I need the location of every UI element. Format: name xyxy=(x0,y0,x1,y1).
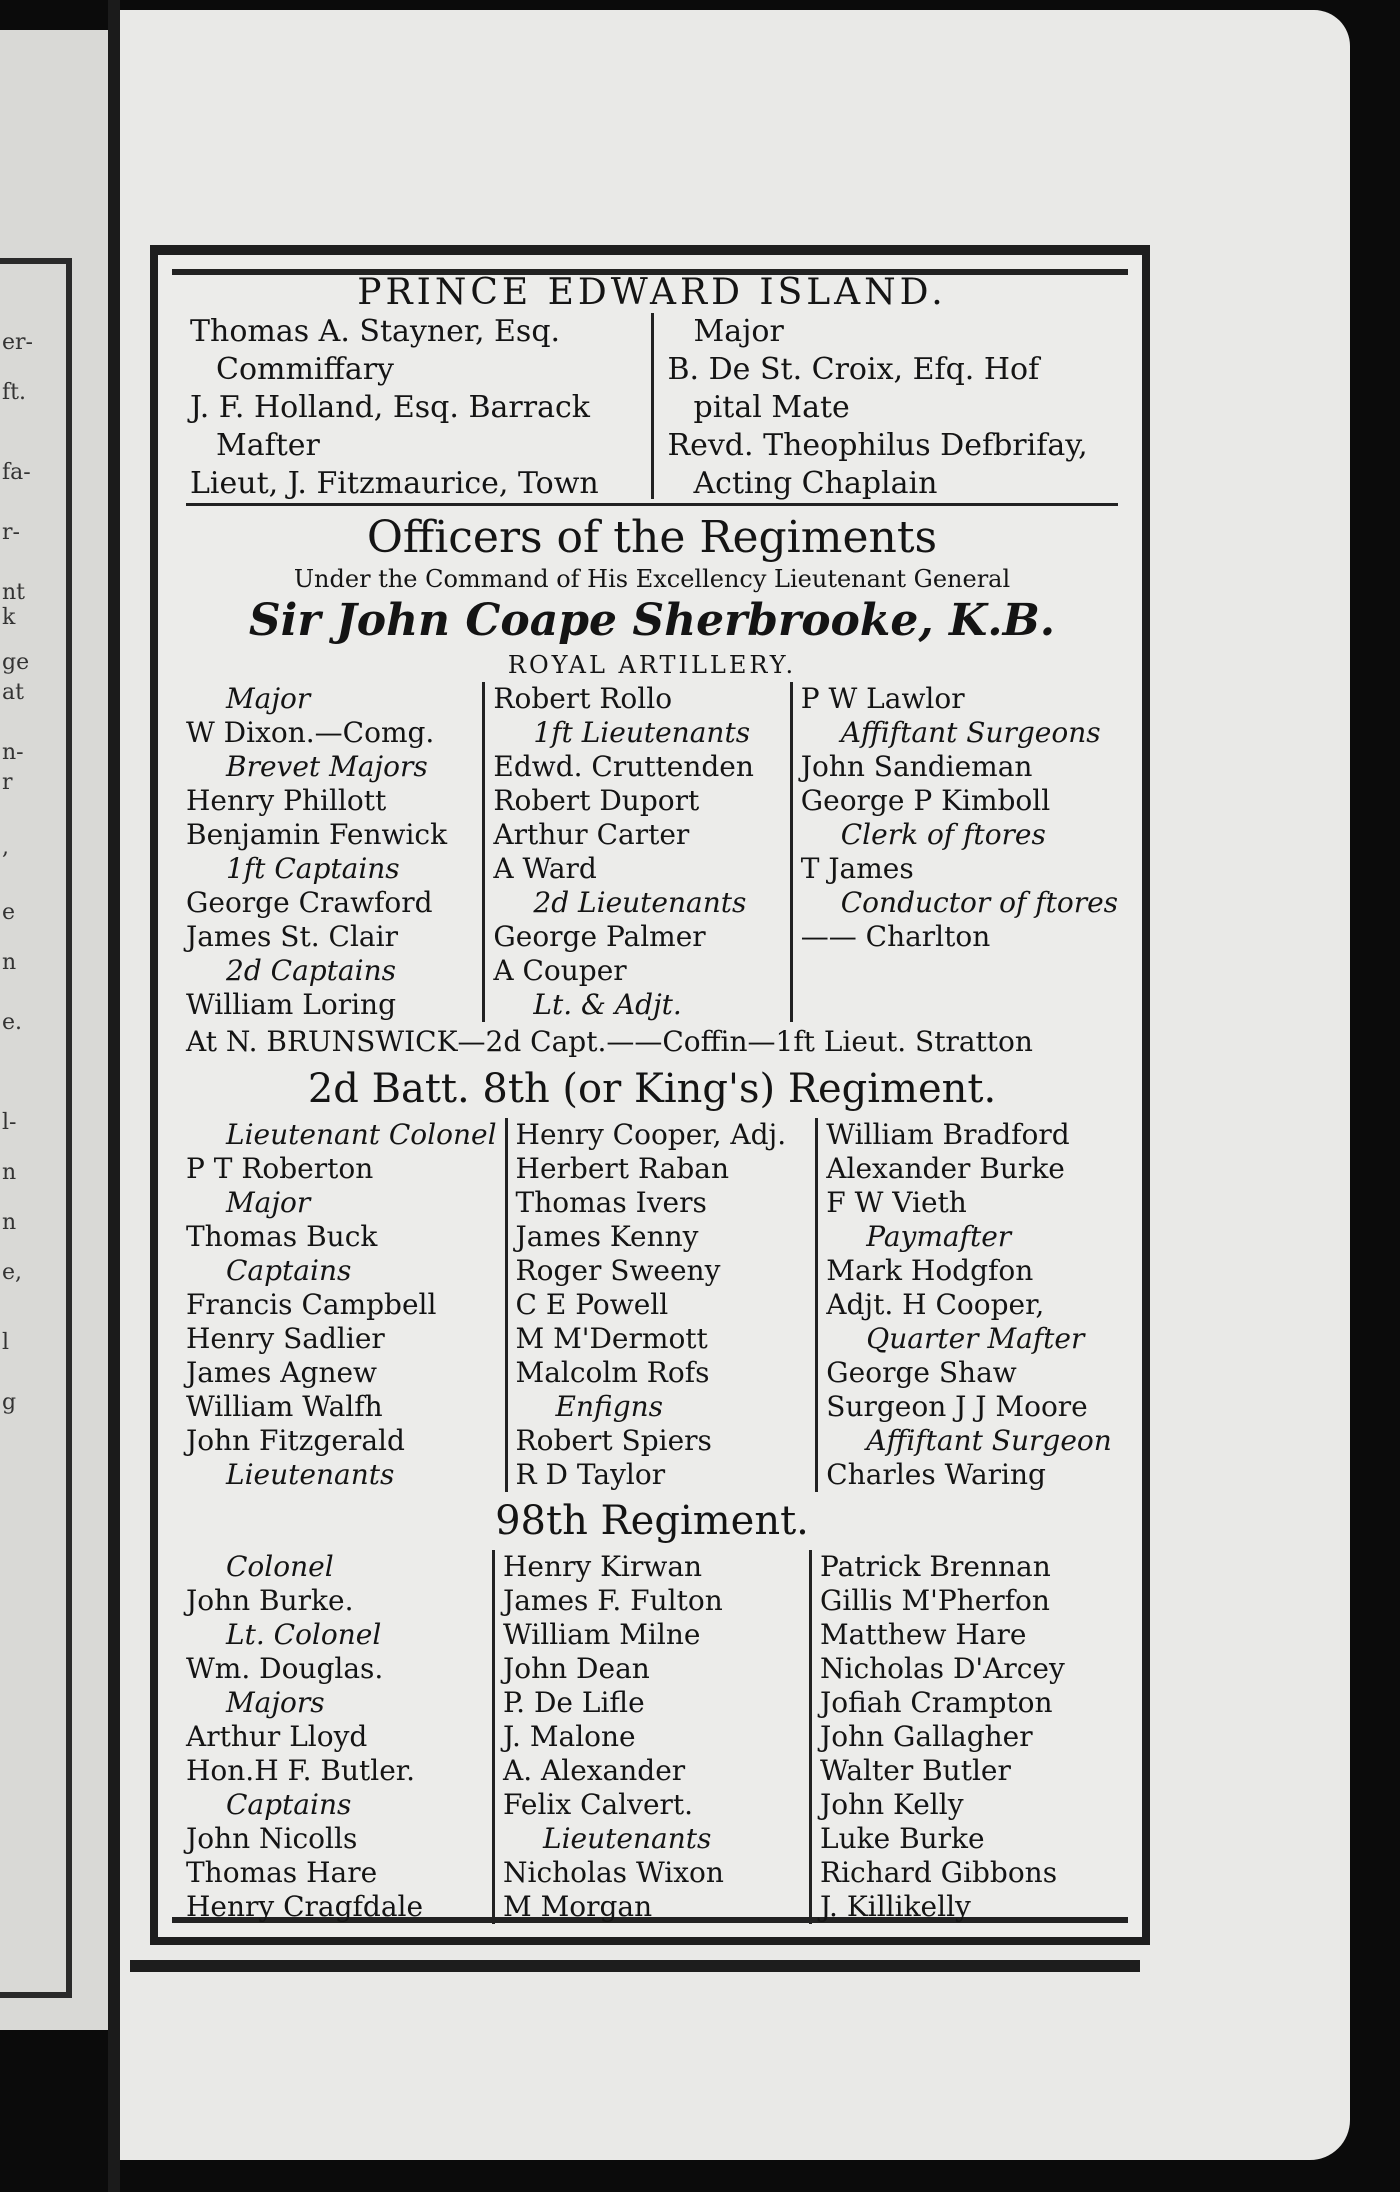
artillery-column-2 xyxy=(493,682,781,1022)
rank-heading: Affiftant Surgeon xyxy=(866,1424,1112,1457)
left-page-fragment: r- xyxy=(2,520,20,545)
officer-name: —— Charlton xyxy=(800,920,991,953)
pei-right-line: Major xyxy=(693,314,784,349)
officer-name: Henry Cooper, Adj. xyxy=(515,1118,787,1151)
regiment-98-column-3 xyxy=(820,1550,1118,1924)
officer-name: George Crawford xyxy=(186,886,433,919)
officer-name: W Dixon.—Comg. xyxy=(186,716,435,749)
left-page-fragment: fa- xyxy=(2,460,31,485)
rank-heading: Enfigns xyxy=(555,1390,664,1423)
rank-heading: Colonel xyxy=(226,1550,334,1583)
officer-name: T James xyxy=(800,852,914,885)
left-page-fragment: nt xyxy=(2,580,26,605)
officer-name: Henry Cragfdale xyxy=(186,1890,424,1923)
officer-name: Adjt. H Cooper, xyxy=(826,1288,1045,1321)
officer-name: Edwd. Cruttenden xyxy=(493,750,754,783)
rank-heading: Lieutenants xyxy=(226,1458,395,1491)
regiment-8-column-3 xyxy=(826,1118,1118,1492)
officer-name: Luke Burke xyxy=(820,1822,985,1855)
officer-name: Walter Butler xyxy=(820,1754,1011,1787)
book-gutter xyxy=(108,0,120,2192)
pei-left-line: J. F. Holland, Esq. Barrack xyxy=(190,390,590,425)
officer-name: Henry Kirwan xyxy=(503,1550,703,1583)
officer-name: Thomas Ivers xyxy=(515,1186,707,1219)
rank-heading: Lt. & Adjt. xyxy=(533,988,682,1021)
regiment-8-column-2 xyxy=(516,1118,808,1492)
officer-name: John Kelly xyxy=(820,1788,964,1821)
regiment-98-heading: 98th Regiment. xyxy=(495,1498,809,1544)
officer-name: John Burke. xyxy=(186,1584,354,1617)
pei-left-line: Commiffary xyxy=(216,352,394,387)
rank-heading: Clerk of ftores xyxy=(840,818,1046,851)
left-page-fragment: n xyxy=(2,950,17,975)
officer-name: Alexander Burke xyxy=(826,1152,1065,1185)
rank-heading: Major xyxy=(226,1186,311,1219)
officer-name: Roger Sweeny xyxy=(515,1254,721,1287)
officer-name: A Couper xyxy=(493,954,627,987)
officer-name: M Morgan xyxy=(503,1890,653,1923)
left-page-fragment: k xyxy=(2,605,16,630)
rank-heading: 2d Lieutenants xyxy=(533,886,747,919)
officer-name: Gillis M'Pherfon xyxy=(820,1584,1050,1617)
officer-name: George Shaw xyxy=(826,1356,1017,1389)
pei-right-line: B. De St. Croix, Efq. Hof xyxy=(667,352,1040,387)
pei-left-column xyxy=(186,313,641,499)
officer-name: Malcolm Rofs xyxy=(515,1356,710,1389)
officer-name: John Fitzgerald xyxy=(186,1424,405,1457)
left-page-edge xyxy=(0,30,112,2030)
officers-subtitle: Under the Command of His Excellency Lieutenant General xyxy=(293,565,1011,593)
officer-name: Charles Waring xyxy=(826,1458,1046,1491)
officer-name: Thomas Buck xyxy=(186,1220,378,1253)
pei-left-line: Thomas A. Stayner, Esq. xyxy=(190,314,561,349)
officer-name: P. De Lifle xyxy=(503,1686,645,1719)
column-divider xyxy=(492,1550,495,1924)
officer-name: Arthur Carter xyxy=(493,818,690,851)
regiment-98-column-1 xyxy=(186,1550,484,1924)
bottom-rule xyxy=(130,1960,1140,1972)
officer-name: Surgeon J J Moore xyxy=(826,1390,1088,1423)
officer-name: Robert Spiers xyxy=(515,1424,712,1457)
officer-name: C E Powell xyxy=(515,1288,669,1321)
officer-name: Hon.H F. Butler. xyxy=(186,1754,415,1787)
officer-name: A Ward xyxy=(493,852,597,885)
page-frame xyxy=(150,245,1150,1945)
artillery-footer-line: At N. BRUNSWICK—2d Capt.——Coffin—1ft Lieut. Stratton xyxy=(186,1025,1033,1058)
officer-name: John Sandieman xyxy=(800,750,1033,783)
rank-heading: Affiftant Surgeons xyxy=(840,716,1101,749)
officer-name: Francis Campbell xyxy=(186,1288,437,1321)
officer-name: William Walfh xyxy=(186,1390,383,1423)
left-page-fragment: l xyxy=(2,1330,10,1355)
rank-heading: 2d Captains xyxy=(226,954,396,987)
column-divider xyxy=(790,682,793,1022)
rank-heading: Paymafter xyxy=(866,1220,1012,1253)
pei-block xyxy=(186,313,1118,499)
left-page-fragment: n xyxy=(2,1160,17,1185)
left-page-fragment: er- xyxy=(2,330,33,355)
left-page-fragment: e, xyxy=(2,1260,23,1285)
left-page-fragment: ge xyxy=(2,650,30,675)
left-page-fragment: n xyxy=(2,1210,17,1235)
officer-name: John Nicolls xyxy=(186,1822,358,1855)
officer-name: R D Taylor xyxy=(515,1458,666,1491)
officer-name: James St. Clair xyxy=(186,920,398,953)
left-page-fragment: e xyxy=(2,900,16,925)
officer-name: Richard Gibbons xyxy=(820,1856,1058,1889)
officer-name: Felix Calvert. xyxy=(503,1788,694,1821)
officer-name: Matthew Hare xyxy=(820,1618,1027,1651)
officer-name: Nicholas Wixon xyxy=(503,1856,724,1889)
officer-name: J. Malone xyxy=(503,1720,636,1753)
officer-name: P W Lawlor xyxy=(800,682,965,715)
officer-name: Herbert Raban xyxy=(515,1152,730,1185)
pei-right-line: Revd. Theophilus Defbrifay, xyxy=(667,428,1088,463)
left-page-fragment: r xyxy=(2,770,13,795)
rank-heading: Majors xyxy=(226,1686,325,1719)
officer-name: John Dean xyxy=(503,1652,650,1685)
officer-name: Henry Phillott xyxy=(186,784,387,817)
rank-heading: Major xyxy=(226,682,311,715)
officer-name: James Agnew xyxy=(186,1356,378,1389)
rank-heading: 1ft Lieutenants xyxy=(533,716,751,749)
pei-column-divider xyxy=(651,313,654,499)
officer-name: Thomas Hare xyxy=(186,1856,378,1889)
officer-name: William Milne xyxy=(503,1618,701,1651)
artillery-column-3 xyxy=(801,682,1118,1022)
left-page-fragment: at xyxy=(2,680,24,705)
regiment-8-columns xyxy=(186,1118,1118,1492)
officer-name: Jofiah Crampton xyxy=(820,1686,1053,1719)
regiment-98-column-2 xyxy=(503,1550,801,1924)
rank-heading: Lieutenants xyxy=(543,1822,712,1855)
artillery-columns xyxy=(186,682,1118,1022)
pei-heading: PRINCE EDWARD ISLAND. xyxy=(357,272,947,313)
officer-name: A. Alexander xyxy=(503,1754,686,1787)
rank-heading: Brevet Majors xyxy=(226,750,428,783)
pei-right-line: pital Mate xyxy=(693,390,850,425)
officer-name: William Loring xyxy=(186,988,396,1021)
rank-heading: Lieutenant Colonel xyxy=(226,1118,497,1151)
page-content xyxy=(186,272,1119,1923)
artillery-column-1 xyxy=(186,682,474,1022)
regiment-8-column-1 xyxy=(186,1118,497,1492)
left-page-fragment: , xyxy=(2,835,9,860)
officer-name: P T Roberton xyxy=(186,1152,374,1185)
officer-name: J. Killikelly xyxy=(820,1890,971,1923)
officer-name: James F. Fulton xyxy=(503,1584,723,1617)
officer-name: Robert Rollo xyxy=(493,682,673,715)
left-page-fragment: g xyxy=(2,1390,17,1415)
officer-name: Mark Hodgfon xyxy=(826,1254,1034,1287)
column-divider xyxy=(815,1118,818,1492)
rank-heading: 1ft Captains xyxy=(226,852,400,885)
pei-right-line: Acting Chaplain xyxy=(693,466,938,501)
officer-name: Henry Sadlier xyxy=(186,1322,385,1355)
officer-name: James Kenny xyxy=(515,1220,699,1253)
rank-heading: Lt. Colonel xyxy=(226,1618,382,1651)
left-page-fragment: ft. xyxy=(2,380,26,405)
left-page-fragment: n- xyxy=(2,740,24,765)
rank-heading: Captains xyxy=(226,1788,352,1821)
column-divider xyxy=(482,682,485,1022)
pei-left-line: Mafter xyxy=(216,428,320,463)
officer-name: Robert Duport xyxy=(493,784,700,817)
left-page-fragment: l- xyxy=(2,1110,17,1135)
officer-name: F W Vieth xyxy=(826,1186,967,1219)
officers-heading: Officers of the Regiments xyxy=(366,512,938,563)
regiment-8-heading: 2d Batt. 8th (or King's) Regiment. xyxy=(307,1066,997,1112)
pei-left-line: Lieut, J. Fitzmaurice, Town xyxy=(190,466,599,501)
officer-name: Nicholas D'Arcey xyxy=(820,1652,1065,1685)
officer-name: Wm. Douglas. xyxy=(186,1652,384,1685)
officer-name: Arthur Lloyd xyxy=(186,1720,368,1753)
officer-name: William Bradford xyxy=(826,1118,1070,1151)
officer-name: John Gallagher xyxy=(820,1720,1033,1753)
left-page-fragment: e. xyxy=(2,1010,23,1035)
officer-name: George P Kimboll xyxy=(800,784,1051,817)
column-divider xyxy=(505,1118,508,1492)
rank-heading: Captains xyxy=(226,1254,352,1287)
artillery-heading: ROYAL ARTILLERY. xyxy=(507,651,797,679)
regiment-98-columns xyxy=(186,1550,1118,1924)
officer-name: M M'Dermott xyxy=(515,1322,708,1355)
officer-name: Patrick Brennan xyxy=(820,1550,1051,1583)
column-divider xyxy=(809,1550,812,1924)
officer-name: Benjamin Fenwick xyxy=(186,818,448,851)
officer-name: George Palmer xyxy=(493,920,706,953)
section-rule xyxy=(186,503,1118,506)
pei-right-column xyxy=(664,313,1119,499)
rank-heading: Quarter Mafter xyxy=(866,1322,1085,1355)
rank-heading: Conductor of ftores xyxy=(840,886,1119,919)
commander-name: Sir John Coape Sherbrooke, K.B. xyxy=(248,595,1056,646)
